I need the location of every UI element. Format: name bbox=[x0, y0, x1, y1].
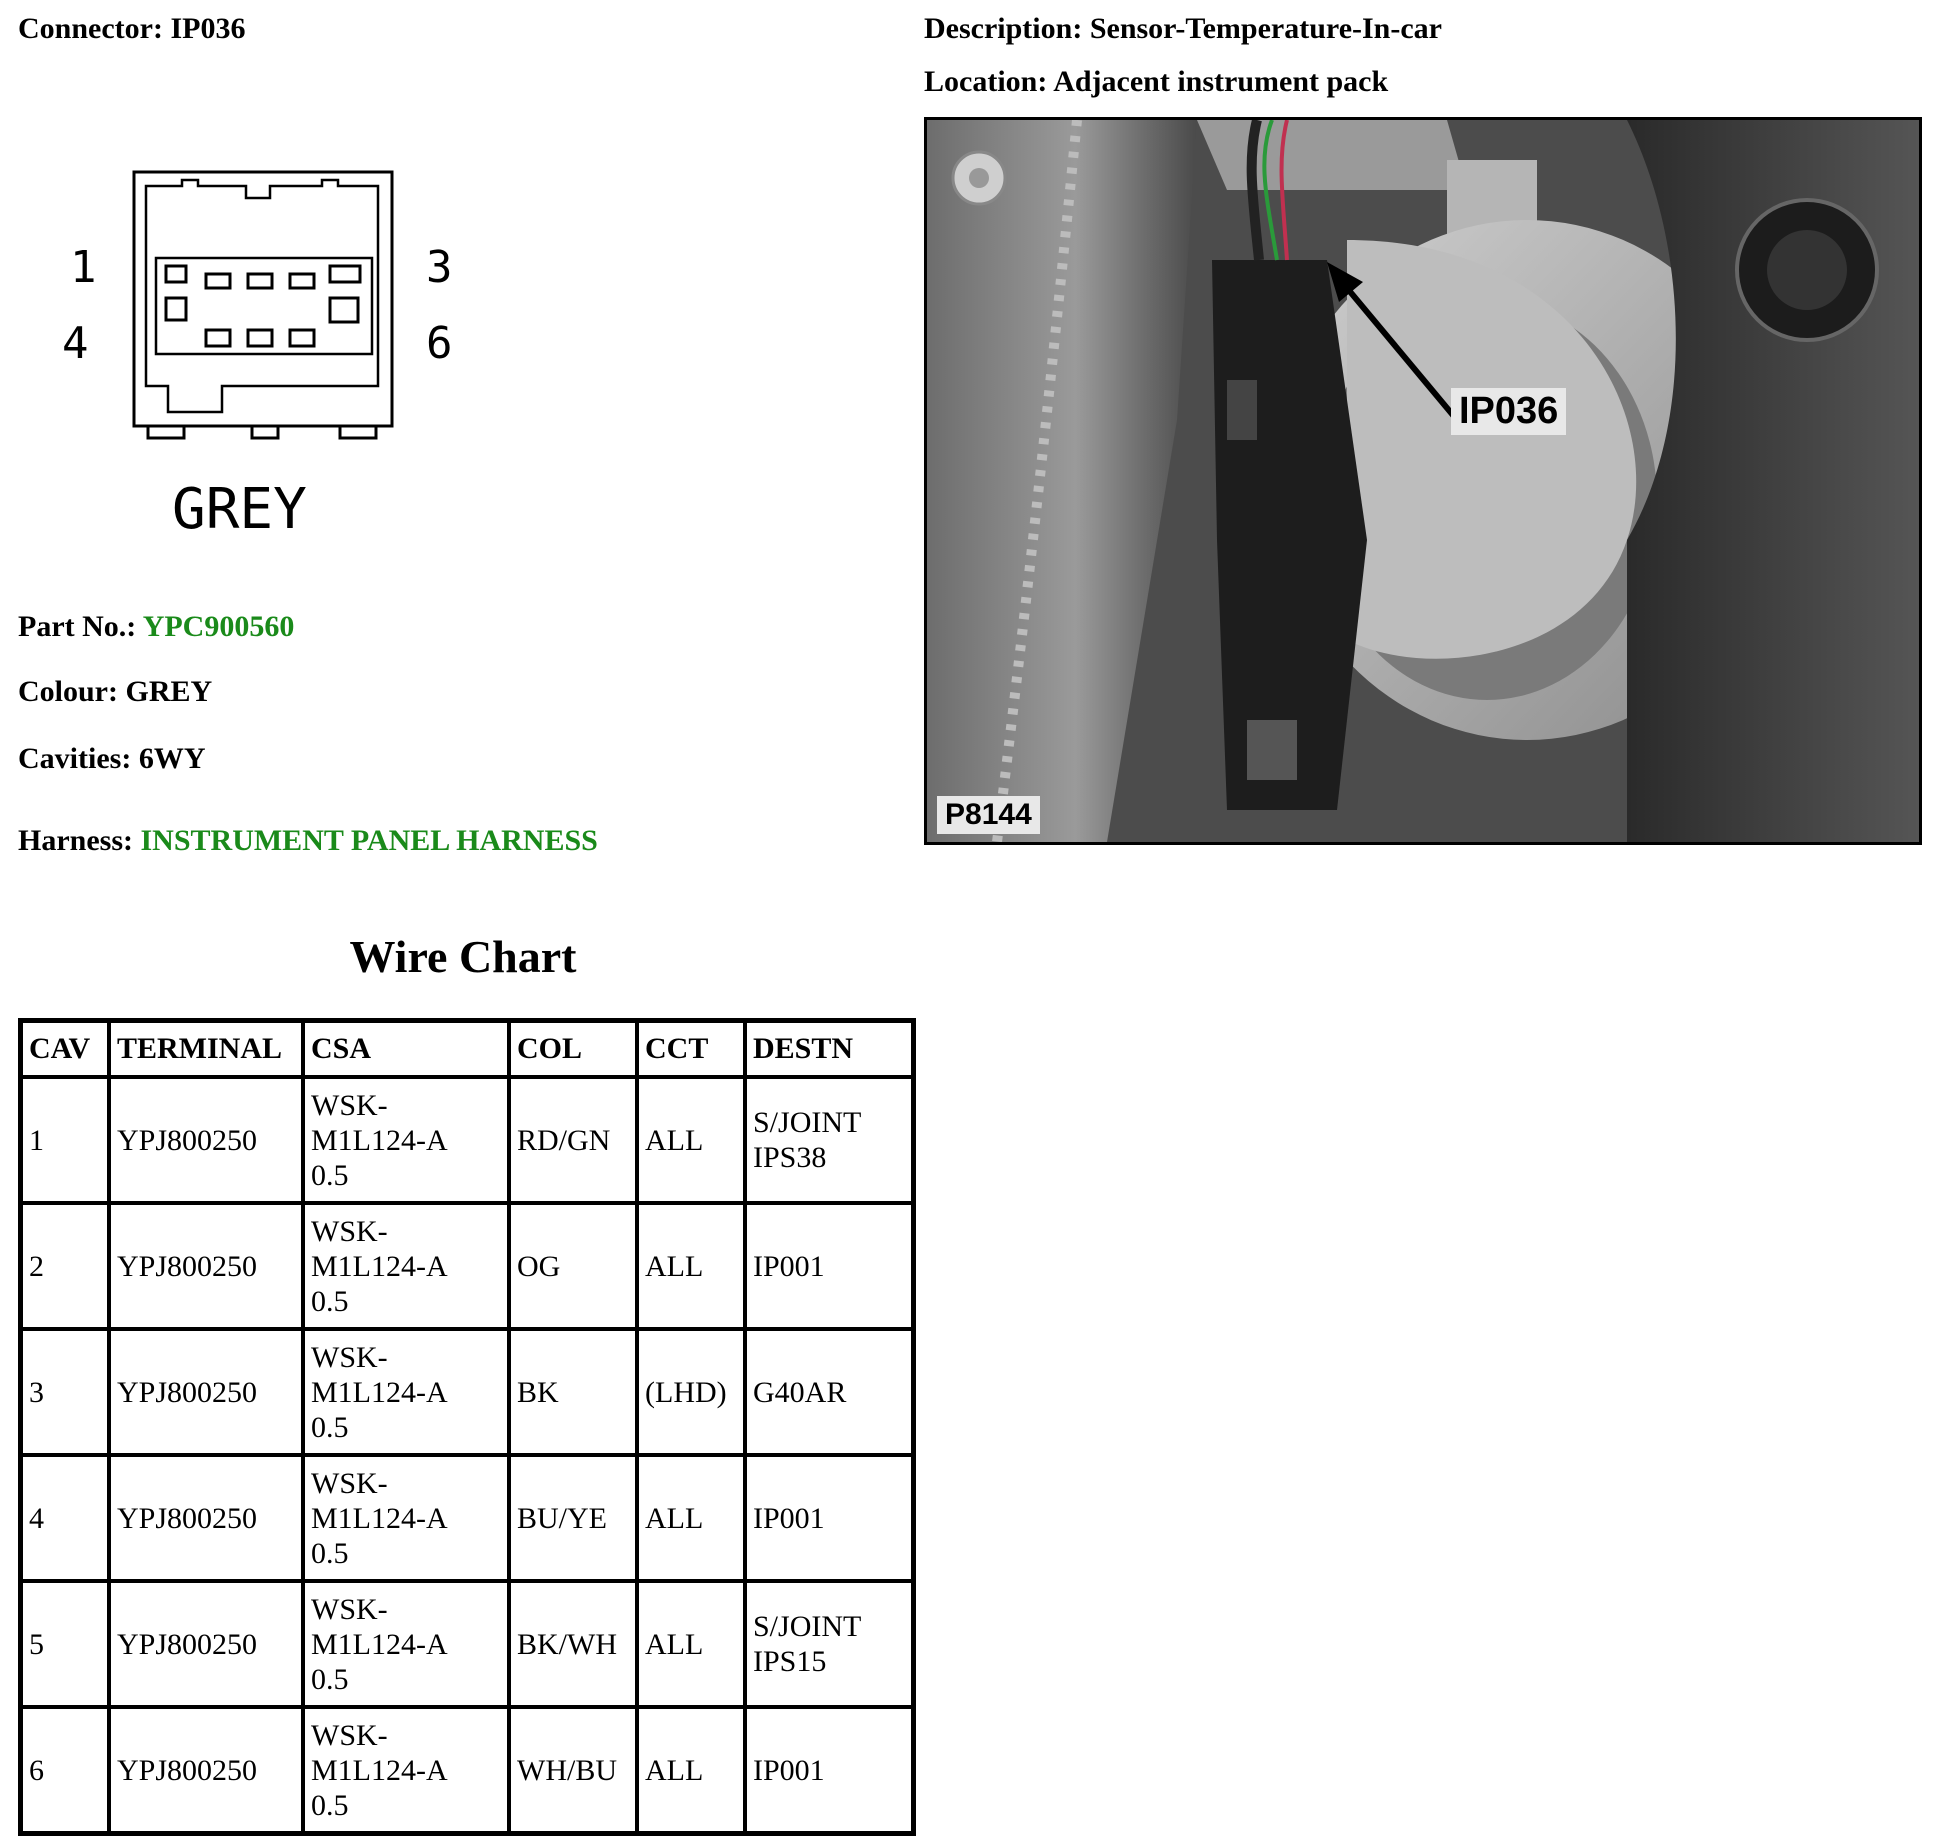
cavities-field bbox=[18, 742, 205, 776]
diagram-colour-label: GREY bbox=[172, 477, 307, 542]
destn-line: IP001 bbox=[753, 1501, 825, 1535]
csa-line: M1L124-A bbox=[311, 1627, 448, 1661]
connector-label: Connector: bbox=[18, 12, 163, 45]
cell-destn bbox=[745, 1581, 913, 1707]
cell-destn bbox=[745, 1203, 913, 1329]
cell-terminal: YPJ800250 bbox=[109, 1203, 303, 1329]
cell-csa bbox=[303, 1707, 509, 1833]
table-row bbox=[21, 1455, 913, 1581]
cell-destn bbox=[745, 1077, 913, 1203]
connector-value: IP036 bbox=[170, 12, 246, 45]
photo-caption: P8144 bbox=[937, 796, 1040, 834]
csa-line: WSK- bbox=[311, 1592, 388, 1626]
cell-csa bbox=[303, 1581, 509, 1707]
cell-cav: 6 bbox=[21, 1707, 109, 1833]
cell-destn bbox=[745, 1329, 913, 1455]
cell-csa bbox=[303, 1329, 509, 1455]
csa-line: WSK- bbox=[311, 1214, 388, 1248]
destn-line: S/JOINT bbox=[753, 1610, 862, 1643]
colour-value: GREY bbox=[125, 675, 213, 708]
csa-line: M1L124-A bbox=[311, 1123, 448, 1157]
cell-col: OG bbox=[509, 1203, 637, 1329]
location-value: Adjacent instrument pack bbox=[1053, 65, 1389, 98]
location-photo bbox=[924, 117, 1922, 845]
part-number-field bbox=[18, 610, 294, 644]
csa-line: WSK- bbox=[311, 1718, 388, 1752]
cell-destn bbox=[745, 1707, 913, 1833]
header-cct: CCT bbox=[637, 1021, 745, 1077]
description-field bbox=[924, 12, 1442, 46]
cell-cav: 5 bbox=[21, 1581, 109, 1707]
wire-chart-header-row bbox=[21, 1021, 913, 1077]
cell-cav: 1 bbox=[21, 1077, 109, 1203]
destn-line: IPS15 bbox=[753, 1645, 827, 1678]
cell-col: WH/BU bbox=[509, 1707, 637, 1833]
wire-chart-title: Wire Chart bbox=[349, 931, 577, 982]
cavities-value: 6WY bbox=[138, 742, 206, 775]
pin-6-label: 6 bbox=[426, 318, 453, 369]
header-cav: CAV bbox=[21, 1021, 109, 1077]
cell-cct: ALL bbox=[637, 1203, 745, 1329]
cell-col: BK bbox=[509, 1329, 637, 1455]
cell-csa bbox=[303, 1203, 509, 1329]
harness-field bbox=[18, 824, 598, 858]
cell-cav: 2 bbox=[21, 1203, 109, 1329]
destn-line: IPS38 bbox=[753, 1141, 827, 1174]
csa-line: WSK- bbox=[311, 1340, 388, 1374]
destn-line: G40AR bbox=[753, 1375, 847, 1409]
cell-terminal: YPJ800250 bbox=[109, 1455, 303, 1581]
part-number-label: Part No.: bbox=[18, 610, 137, 643]
destn-line: IP001 bbox=[753, 1753, 825, 1787]
table-row bbox=[21, 1581, 913, 1707]
header-destn: DESTN bbox=[745, 1021, 913, 1077]
cell-cct: ALL bbox=[637, 1707, 745, 1833]
cell-cct: ALL bbox=[637, 1455, 745, 1581]
cell-cct: ALL bbox=[637, 1581, 745, 1707]
pin-3-label: 3 bbox=[426, 242, 453, 293]
destn-line: IP001 bbox=[753, 1249, 825, 1283]
header-terminal: TERMINAL bbox=[109, 1021, 303, 1077]
connector-field bbox=[18, 12, 245, 46]
cell-terminal: YPJ800250 bbox=[109, 1077, 303, 1203]
csa-line: WSK- bbox=[311, 1088, 388, 1122]
cell-terminal: YPJ800250 bbox=[109, 1329, 303, 1455]
header-col: COL bbox=[509, 1021, 637, 1077]
csa-line: M1L124-A bbox=[311, 1753, 448, 1787]
table-row bbox=[21, 1203, 913, 1329]
cell-terminal: YPJ800250 bbox=[109, 1707, 303, 1833]
photo-callout-label: IP036 bbox=[1451, 388, 1566, 435]
cell-col: BU/YE bbox=[509, 1455, 637, 1581]
part-number-link[interactable]: YPC900560 bbox=[142, 610, 295, 643]
cell-cct: ALL bbox=[637, 1077, 745, 1203]
csa-line: 0.5 bbox=[311, 1158, 349, 1192]
pin-4-label: 4 bbox=[62, 318, 89, 369]
csa-line: M1L124-A bbox=[311, 1249, 448, 1283]
harness-link[interactable]: INSTRUMENT PANEL HARNESS bbox=[140, 824, 598, 857]
header-csa: CSA bbox=[303, 1021, 509, 1077]
table-row bbox=[21, 1329, 913, 1455]
cell-col: RD/GN bbox=[509, 1077, 637, 1203]
cell-csa bbox=[303, 1077, 509, 1203]
cell-terminal: YPJ800250 bbox=[109, 1581, 303, 1707]
cell-cav: 4 bbox=[21, 1455, 109, 1581]
table-row bbox=[21, 1707, 913, 1833]
csa-line: 0.5 bbox=[311, 1788, 349, 1822]
csa-line: 0.5 bbox=[311, 1410, 349, 1444]
photo-scene bbox=[927, 120, 1919, 842]
table-row bbox=[21, 1077, 913, 1203]
csa-line: WSK- bbox=[311, 1466, 388, 1500]
csa-line: M1L124-A bbox=[311, 1375, 448, 1409]
connector-face-diagram bbox=[40, 150, 480, 550]
pin-1-label: 1 bbox=[70, 242, 97, 293]
csa-line: M1L124-A bbox=[311, 1501, 448, 1535]
location-label: Location: bbox=[924, 65, 1048, 98]
cell-col: BK/WH bbox=[509, 1581, 637, 1707]
cell-cav: 3 bbox=[21, 1329, 109, 1455]
harness-label: Harness: bbox=[18, 824, 133, 857]
wire-chart-table bbox=[18, 1018, 916, 1836]
location-field bbox=[924, 65, 1388, 99]
cell-destn bbox=[745, 1455, 913, 1581]
csa-line: 0.5 bbox=[311, 1536, 349, 1570]
cell-csa bbox=[303, 1455, 509, 1581]
destn-line: S/JOINT bbox=[753, 1106, 862, 1139]
description-label: Description: bbox=[924, 12, 1083, 45]
cell-cct: (LHD) bbox=[637, 1329, 745, 1455]
description-value: Sensor-Temperature-In-car bbox=[1089, 12, 1442, 45]
csa-line: 0.5 bbox=[311, 1284, 349, 1318]
csa-line: 0.5 bbox=[311, 1662, 349, 1696]
colour-field bbox=[18, 675, 212, 709]
cavities-label: Cavities: bbox=[18, 742, 132, 775]
colour-label: Colour: bbox=[18, 675, 118, 708]
